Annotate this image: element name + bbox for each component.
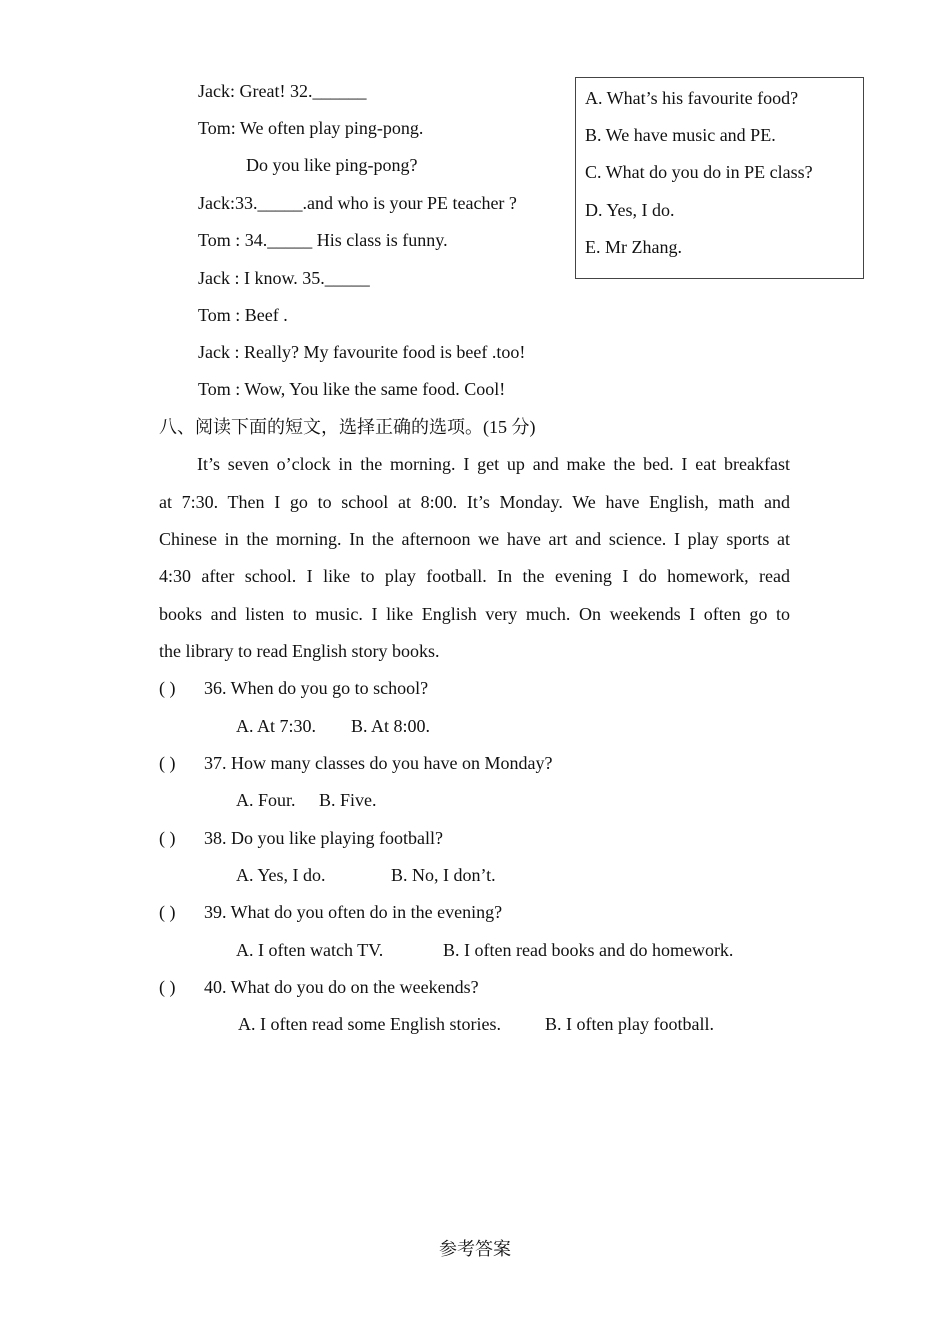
section-8-heading: 八、阅读下面的短文，选择正确的选项。(15 分): [159, 417, 536, 437]
dialogue-line-same-food: Tom : Wow, You like the same food. Cool!: [198, 379, 506, 399]
choice-37-a: A. Four.: [236, 790, 296, 810]
choice-39-a: A. I often watch TV.: [236, 940, 384, 960]
passage-line-4: 4:30 after school. I like to play football. In the evening I do homework, read: [159, 566, 790, 586]
dialogue-line-really: Jack : Really? My favourite food is beef .too!: [198, 342, 526, 362]
choice-36-a: A. At 7:30.: [236, 716, 317, 736]
answer-blank: ( ): [159, 828, 176, 848]
answer-blank: ( ): [159, 753, 176, 773]
passage-line-2: at 7:30. Then I go to school at 8:00. It’s Monday. We have English, math and: [159, 492, 790, 512]
passage-line-5: books and listen to music. I like English very much. On weekends I often go to: [159, 604, 790, 624]
dialogue-line-34: Tom : 34._____ His class is funny.: [198, 230, 448, 250]
choice-40-a: A. I often read some English stories.: [238, 1014, 501, 1034]
passage-line-3: Chinese in the morning. In the afternoon we have art and science. I play sports at: [159, 529, 790, 549]
option-a: A. What’s his favourite food?: [585, 88, 799, 108]
question-40: 40. What do you do on the weekends?: [204, 977, 479, 997]
option-d: D. Yes, I do.: [585, 200, 675, 220]
dialogue-line-33: Jack:33._____.and who is your PE teacher ?: [198, 193, 517, 213]
dialogue-line-tom-pingpong: Tom: We often play ping-pong.: [198, 118, 424, 138]
passage-line-6: the library to read English story books.: [159, 641, 440, 661]
answer-blank: ( ): [159, 902, 176, 922]
answer-options-box: [575, 77, 864, 279]
choice-37-b: B. Five.: [319, 790, 377, 810]
question-38: 38. Do you like playing football?: [204, 828, 443, 848]
option-e: E. Mr Zhang.: [585, 237, 682, 257]
dialogue-line-like-pingpong: Do you like ping-pong?: [246, 155, 418, 175]
answer-blank: ( ): [159, 678, 176, 698]
choice-38-a: A. Yes, I do.: [236, 865, 326, 885]
reference-answer-heading: 参考答案: [439, 1239, 511, 1259]
dialogue-line-beef: Tom : Beef .: [198, 305, 288, 325]
question-37: 37. How many classes do you have on Monday?: [204, 753, 553, 773]
choice-39-b: B. I often read books and do homework.: [443, 940, 734, 960]
answer-blank: ( ): [159, 977, 176, 997]
choice-38-b: B. No, I don’t.: [391, 865, 496, 885]
dialogue-line-35: Jack : I know. 35._____: [198, 268, 370, 288]
option-c: C. What do you do in PE class?: [585, 162, 813, 182]
passage-line-1: It’s seven o’clock in the morning. I get up and make the bed. I eat breakfast: [197, 454, 790, 474]
question-39: 39. What do you often do in the evening?: [204, 902, 503, 922]
choice-36-b: B. At 8:00.: [351, 716, 431, 736]
question-36: 36. When do you go to school?: [204, 678, 429, 698]
dialogue-line-32: Jack: Great! 32.______: [198, 81, 367, 101]
choice-40-b: B. I often play football.: [545, 1014, 714, 1034]
option-b: B. We have music and PE.: [585, 125, 776, 145]
